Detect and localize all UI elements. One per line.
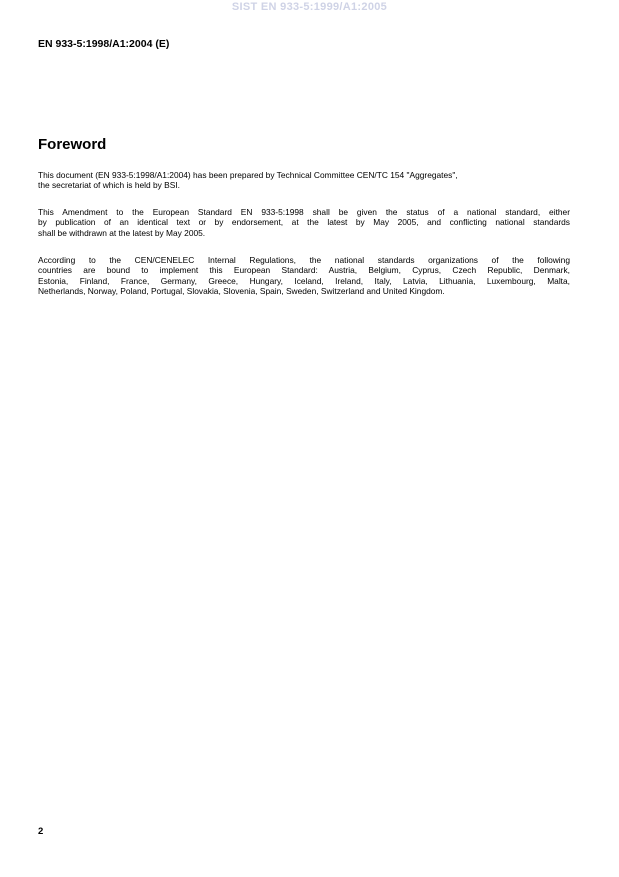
paragraph-line: Netherlands, Norway, Poland, Portugal, Slovakia, Slovenia, Spain, Sweden, Switzerland and United Kingdom. [38, 285, 445, 296]
foreword-paragraph-3 [38, 255, 570, 296]
paragraph-line: by publication of an identical text or by endorsement, at the latest by May 2005, and conflicting national standards [38, 217, 570, 228]
foreword-heading: Foreword [38, 136, 107, 153]
page-number: 2 [38, 826, 44, 837]
paragraph-line: Estonia, Finland, France, Germany, Greece, Hungary, Iceland, Ireland, Italy, Latvia, Lithuania, Luxembourg, Malta, [38, 275, 570, 286]
paragraph-line: This Amendment to the European Standard EN 933-5:1998 shall be given the status of a national standard, either [38, 207, 570, 217]
paragraph-line: shall be withdrawn at the latest by May 2005. [38, 227, 206, 238]
document-id-header: EN 933-5:1998/A1:2004 (E) [38, 38, 170, 50]
paragraph-line: countries are bound to implement this European Standard: Austria, Belgium, Cyprus, Czech Republic, Denmark, [38, 265, 570, 276]
paragraph-line: This document (EN 933-5:1998/A1:2004) has been prepared by Technical Committee CEN/TC 154 "Aggregates", [38, 170, 458, 180]
watermark: SIST EN 933-5:1999/A1:2005 [231, 1, 388, 13]
foreword-paragraph-2 [38, 207, 570, 238]
foreword-paragraph-1 [38, 170, 570, 191]
paragraph-line: the secretariat of which is held by BSI. [38, 180, 180, 191]
paragraph-line: According to the CEN/CENELEC Internal Regulations, the national standards organizations of the following [38, 255, 570, 265]
